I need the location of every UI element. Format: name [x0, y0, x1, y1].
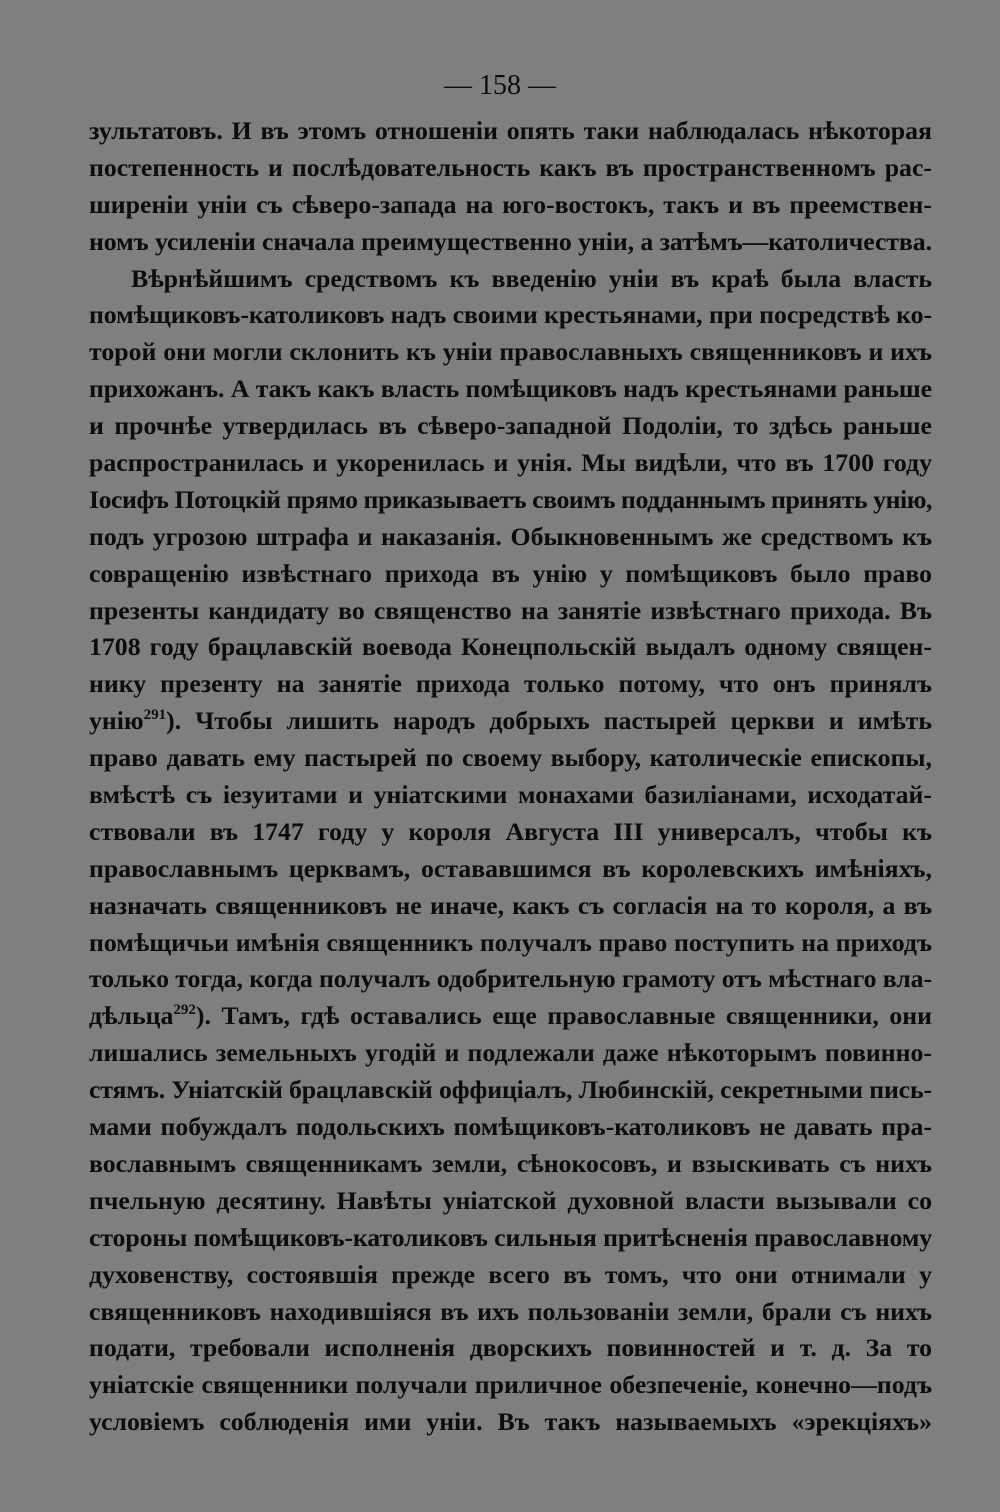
text-line: духовенству, состоявшія прежде всего въ томъ, что они отнимали у [89, 1259, 932, 1289]
text-line: мами побуждалъ подольскихъ помѣщиковъ-католиковъ не давать пра- [89, 1112, 932, 1142]
text-line: распространилась и укоренилась и унія. Мы видѣли, что въ 1700 году [89, 448, 932, 478]
footnote-ref-292[interactable]: 292 [173, 1002, 196, 1019]
text-line: зультатовъ. И въ этомъ отношеніи опять таки наблюдалась нѣкоторая [89, 116, 932, 145]
text-line: стороны помѣщиковъ-католиковъ сильныя притѣсненія православному [89, 1222, 932, 1252]
text-line: православнымъ церквамъ, остававшимся въ королевскихъ имѣніяхъ, [89, 853, 932, 883]
paragraph-start-line: Вѣрнѣйшимъ средствомъ къ введенію уніи въ краѣ была власть [131, 263, 932, 293]
text-line: стямъ. Уніатскій брацлавскій оффиціалъ, Любинскій, секретными пись- [89, 1075, 932, 1105]
text-line: помѣщиковъ-католиковъ надъ своими крестьянами, при посредствѣ ко- [89, 300, 932, 330]
text-line: 1708 году брацлавскій воевода Конецпольскій выдалъ одному священ- [89, 632, 932, 662]
text-line: ствовали въ 1747 году у короля Августа III универсалъ, чтобы къ [89, 816, 932, 846]
text-line: прихожанъ. А такъ какъ власть помѣщиковъ надъ крестьянами раньше [89, 374, 932, 404]
text-line: подати, требовали исполненія дворскихъ повинностей и т. д. За то [89, 1333, 932, 1363]
text-line: подъ угрозою штрафа и наказанія. Обыкновеннымъ же средствомъ къ [89, 521, 932, 551]
text-line: вмѣстѣ съ іезуитами и уніатскими монахами базиліанами, исходатай- [89, 780, 932, 810]
text-line-with-footnote [89, 703, 932, 740]
text-line: назначать священниковъ не иначе, какъ съ согласія на то короля, а въ [89, 890, 932, 920]
text-line: презенты кандидату во священство на занятіе извѣстнаго прихода. Въ [89, 595, 932, 625]
body-text [89, 113, 932, 1441]
text-line: нику презенту на занятіе прихода только потому, что онъ принялъ [89, 669, 932, 699]
text-line: постепенность и послѣдовательность какъ въ пространственномъ рас- [89, 152, 932, 182]
text-line: торой они могли склонить къ уніи православныхъ священниковъ и ихъ [89, 337, 932, 367]
text-segment: дѣльца [89, 1001, 174, 1031]
footnote-ref-291[interactable]: 291 [143, 707, 167, 724]
text-line: право давать ему пастырей по своему выбору, католическіе епископы, [89, 743, 932, 773]
text-segment: ). Тамъ, гдѣ оставались еще православные священники, они [195, 1001, 932, 1031]
text-line: Іосифъ Потоцкій прямо приказываетъ своимъ подданнымъ принять унію, [89, 484, 932, 514]
text-line: только тогда, когда получалъ одобрительную грамоту отъ мѣстнаго вла- [89, 964, 932, 994]
text-line: ширеніи уніи съ сѣверо-запада на юго-востокъ, такъ и въ преемствен- [89, 189, 932, 219]
text-line: номъ усиленіи сначала преимущественно уніи, а затѣмъ—католичества. [89, 226, 932, 256]
text-segment: унію [89, 706, 144, 736]
page-number: — 158 — [444, 70, 556, 101]
text-line: уніатскіе священники получали приличное обезпеченіе, конечно—подъ [89, 1370, 932, 1400]
text-line: вославнымъ священникамъ земли, сѣнокосовъ, и взыскивать съ нихъ [89, 1148, 932, 1178]
text-line: пчельную десятину. Навѣты уніатской духовной власти вызывали со [89, 1185, 932, 1215]
text-line: условіемъ соблюденія ими уніи. Въ такъ называемыхъ «эрекціяхъ» [89, 1407, 932, 1437]
text-segment: ). Чтобы лишить народъ добрыхъ пастырей церкви и имѣть [166, 706, 932, 736]
text-line: и прочнѣе утвердилась въ сѣверо-западной Подоліи, то здѣсь раньше [89, 411, 932, 441]
text-line: священниковъ находившіяся въ ихъ пользованіи земли, брали съ нихъ [89, 1296, 932, 1326]
text-line: помѣщичьи имѣнія священникъ получалъ право поступить на приходъ [89, 927, 932, 957]
text-line-with-footnote [89, 998, 932, 1035]
text-line: совращенію извѣстнаго прихода въ унію у помѣщиковъ было право [89, 558, 932, 588]
text-line: лишались земельныхъ угодій и подлежали даже нѣкоторымъ повинно- [89, 1038, 932, 1068]
